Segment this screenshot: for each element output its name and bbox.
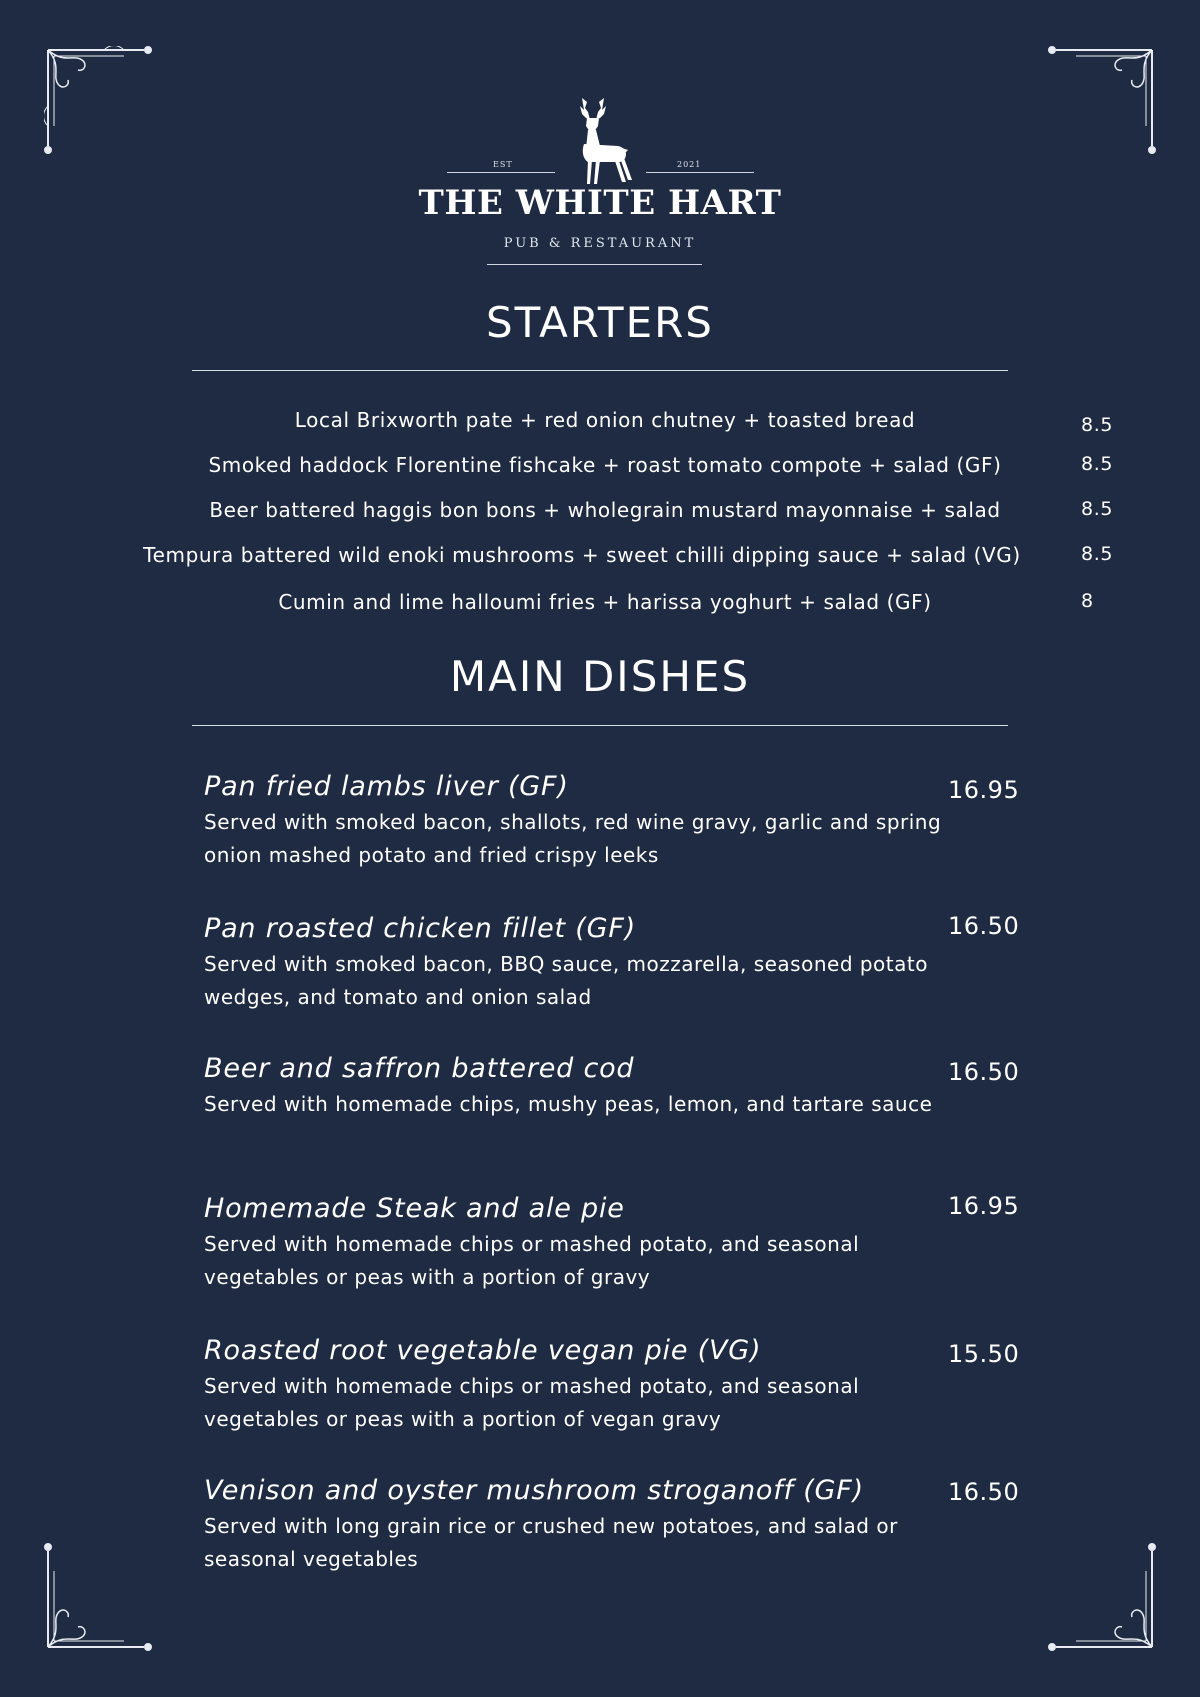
dish-name: Pan fried lambs liver (GF) bbox=[204, 771, 569, 802]
starter-price: 8 bbox=[1081, 590, 1094, 612]
dish-description: Served with homemade chips or mashed potato, and seasonal vegetables or peas with a portion of gravy bbox=[204, 1232, 860, 1289]
dish-price: 16.50 bbox=[948, 1478, 1020, 1506]
list-item bbox=[0, 498, 1200, 528]
menu-item bbox=[204, 1334, 1004, 1436]
ornamental-corner-icon bbox=[1046, 1541, 1156, 1651]
mains-heading: MAIN DISHES bbox=[449, 652, 751, 701]
est-year: 2021 bbox=[677, 160, 702, 169]
menu-item bbox=[204, 1192, 1004, 1294]
brand-name: THE WHITE HART bbox=[418, 183, 782, 223]
starters-heading: STARTERS bbox=[486, 298, 714, 347]
dish-price: 16.50 bbox=[948, 912, 1020, 940]
starter-name: Tempura battered wild enoki mushrooms + sweet chilli dipping sauce + salad (VG) bbox=[143, 543, 1021, 567]
dish-name: Venison and oyster mushroom stroganoff (GF) bbox=[204, 1475, 864, 1506]
brand-subtitle: PUB & RESTAURANT bbox=[503, 236, 697, 251]
dish-name: Homemade Steak and ale pie bbox=[204, 1193, 625, 1224]
divider bbox=[192, 370, 1008, 371]
starter-price: 8.5 bbox=[1081, 543, 1114, 565]
dish-description: Served with homemade chips, mushy peas, lemon, and tartare sauce bbox=[204, 1092, 933, 1116]
starter-price: 8.5 bbox=[1081, 498, 1114, 520]
est-label: EST bbox=[493, 160, 513, 169]
list-item bbox=[0, 590, 1200, 620]
menu-item bbox=[204, 1474, 1004, 1576]
dish-description: Served with homemade chips or mashed potato, and seasonal vegetables or peas with a portion of vegan gravy bbox=[204, 1374, 860, 1431]
list-item bbox=[0, 543, 1200, 573]
dish-price: 15.50 bbox=[948, 1340, 1020, 1368]
list-item bbox=[0, 408, 1200, 438]
dish-description: Served with smoked bacon, shallots, red wine gravy, garlic and spring onion mashed potato and fried crispy leeks bbox=[204, 810, 942, 867]
dish-price: 16.95 bbox=[948, 776, 1020, 804]
list-item bbox=[0, 453, 1200, 483]
menu-item bbox=[204, 770, 1004, 872]
starter-name: Beer battered haggis bon bons + wholegrain mustard mayonnaise + salad bbox=[209, 498, 1001, 522]
divider bbox=[192, 725, 1008, 726]
divider bbox=[447, 172, 555, 173]
dish-name: Beer and saffron battered cod bbox=[204, 1053, 635, 1084]
starter-price: 8.5 bbox=[1081, 414, 1114, 436]
starter-name: Local Brixworth pate + red onion chutney + toasted bread bbox=[294, 408, 916, 432]
dish-name: Roasted root vegetable vegan pie (VG) bbox=[204, 1335, 762, 1366]
menu-item bbox=[204, 912, 1004, 1014]
dish-description: Served with long grain rice or crushed new potatoes, and salad or seasonal vegetables bbox=[204, 1514, 898, 1571]
dish-price: 16.95 bbox=[948, 1192, 1020, 1220]
dish-price: 16.50 bbox=[948, 1058, 1020, 1086]
divider bbox=[487, 264, 702, 265]
starter-name: Smoked haddock Florentine fishcake + roast tomato compote + salad (GF) bbox=[208, 453, 1002, 477]
menu-item bbox=[204, 1052, 1004, 1121]
divider bbox=[646, 172, 754, 173]
starter-price: 8.5 bbox=[1081, 453, 1114, 475]
starter-name: Cumin and lime halloumi fries + harissa yoghurt + salad (GF) bbox=[278, 590, 932, 614]
dish-description: Served with smoked bacon, BBQ sauce, mozzarella, seasoned potato wedges, and tomato and onion salad bbox=[204, 952, 928, 1009]
dish-name: Pan roasted chicken fillet (GF) bbox=[204, 913, 637, 944]
ornamental-corner-icon bbox=[44, 1541, 154, 1651]
stag-icon bbox=[560, 96, 640, 186]
